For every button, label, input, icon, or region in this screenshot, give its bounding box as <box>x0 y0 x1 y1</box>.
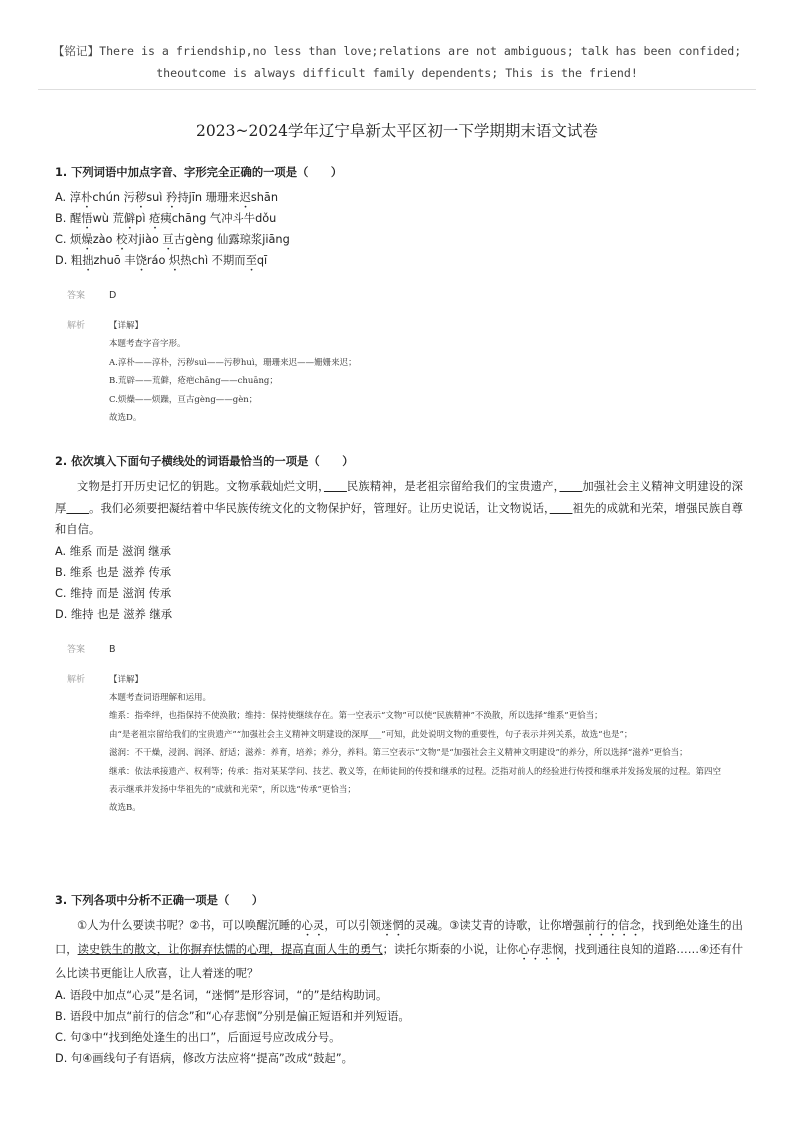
question-3-title: 3. 下列各项中分析不正确一项是（ ） <box>55 894 264 907</box>
question-2-answer-block <box>67 643 743 818</box>
option-text: 痍chāng 气冲斗牛 <box>160 212 256 225</box>
header-divider <box>38 89 756 90</box>
dotted-char: 至 <box>245 254 257 267</box>
question-2-option-b: B. 维系 也是 滋养 传承 <box>55 565 172 579</box>
option-text: chún 污 <box>92 191 135 204</box>
question-2-passage: 文物是打开历史记忆的钥匙。文物承载灿烂文明， 民族精神，是老祖宗留给我们的宝贵遗产， 加强社会主义精神文明建设的深厚 。我们必须要把凝结着中华民族传统文化的文物保护好，管理好。让历史说话，让文物说话， 祖先的成就和光荣，增强民族自尊和自信。 <box>55 480 743 536</box>
question-1-answer-block <box>67 289 743 427</box>
analysis-label: 解析 <box>67 674 86 685</box>
option-text: dǒu <box>255 212 277 225</box>
option-text: zhuō 丰 <box>93 254 136 267</box>
dotted-char: 迟 <box>239 191 251 204</box>
question-3-options <box>55 985 743 1069</box>
question-2-options <box>55 541 743 625</box>
question-1-option-d: D. 粗拙zhuō 丰饶ráo 炽热chì 不期而至qī <box>55 254 268 267</box>
answer-label: 答案 <box>67 291 86 301</box>
option-text: 粗 <box>70 254 83 267</box>
dotted-char: 朴 <box>81 191 93 204</box>
motto-banner <box>30 40 764 84</box>
question-1 <box>55 162 743 427</box>
option-text: 醒 <box>69 212 82 225</box>
question-1-title: 1. 下列词语中加点字音、字形完全正确的一项是（ ） <box>55 166 343 179</box>
question-1-option-a: A. 淳朴chún 污秽suì 矜持jīn 珊珊来迟shān <box>55 191 279 204</box>
question-2 <box>55 451 743 818</box>
option-text: qī <box>256 254 268 267</box>
option-text: 烦 <box>70 233 82 246</box>
option-text: 对jiào <box>127 233 163 246</box>
option-text: 古gèng 仙露琼浆jiāng <box>173 233 290 246</box>
question-2-option-c: C. 维持 而是 滋润 传承 <box>55 586 172 600</box>
blank-4 <box>550 502 573 515</box>
question-1-option-b: B. 醒悟wù 荒僻pì 疮痍chāng 气冲斗牛dǒu <box>55 212 277 225</box>
question-2-option-d: D. 维持 也是 滋养 继承 <box>55 607 173 621</box>
underlined-sentence: 读史铁生的散文，让你摒弃怯懦的心理，提高直面人生的勇气 <box>77 943 383 956</box>
dotted-char: 悟 <box>81 212 93 225</box>
dotted-char: 亘 <box>162 233 174 246</box>
question-3-option-c: C. 句③中“找到绝处逢生的出口”，后面逗号应改成分号。 <box>55 1030 341 1044</box>
question-1-explanation: 【详解】 本题考查字音字形。 A.淳朴——淳朴，污秽suì——污秽huì，珊珊来迟——姗姗来迟； B.荒辟——荒僻，疮疤chāng——chuāng； C.烦燥——烦躁，亘古gèng——gèn； 故选D。 <box>109 321 357 424</box>
question-3 <box>55 890 743 1069</box>
question-1-options <box>55 187 743 271</box>
option-text: suì <box>146 191 167 204</box>
question-1-answer: D <box>109 290 117 301</box>
dotted-char: 矜 <box>166 191 178 204</box>
blank-3 <box>66 502 89 515</box>
dotted-char: 僻 <box>123 212 136 225</box>
dotted-char: 燥 <box>81 233 93 246</box>
question-1-option-c: C. 烦燥zào 校对jiào 亘古gèng 仙露琼浆jiāng <box>55 233 290 246</box>
motto-line-1: 【铭记】There is a friendship,no less than love;relations are not ambiguous; talk has been confided; <box>52 44 742 58</box>
page-title: 2023~2024学年辽宁阜新太平区初一下学期期末语文试卷 <box>196 122 598 140</box>
option-text: pì <box>135 212 150 225</box>
option-text: 淳 <box>69 191 82 204</box>
option-text: 持jīn 珊珊来 <box>177 191 240 204</box>
dotted-char: 疮 <box>149 212 161 225</box>
dotted-char: 秽 <box>134 191 147 204</box>
option-text: 热chì 不期而 <box>180 254 246 267</box>
option-text: ráo <box>146 254 169 267</box>
question-2-title: 2. 依次填入下面句子横线处的词语最恰当的一项是（ ） <box>55 455 354 468</box>
blank-2 <box>559 480 582 493</box>
motto-line-2: theoutcome is always difficult family dependents; This is the friend! <box>156 66 638 80</box>
question-3-passage: ①人为什么要读书呢？②书，可以唤醒沉睡的心灵，可以引领迷惘的灵魂。③读艾青的诗歌，让你增强前行的信念，找到绝处逢生的出口，读史铁生的散文，让你摒弃怯懦的心理，提高直面人生的勇气；读托尔斯泰的小说，让你心存悲悯，找到通往良知的道路……④还有什么比读书更能让人欣喜，让人着迷的呢？ <box>55 919 744 980</box>
question-3-option-a: A. 语段中加点“心灵”是名词，“迷惘”是形容词，“的”是结构助词。 <box>55 988 388 1002</box>
blank-1 <box>324 480 347 493</box>
option-text: shān <box>250 191 279 204</box>
option-text: zào <box>92 233 117 246</box>
question-3-option-d: D. 句④画线句子有语病，修改方法应将“提高”改成“鼓起”。 <box>55 1051 353 1065</box>
dotted-char: 饶 <box>135 254 147 267</box>
question-2-explanation: 【详解】 本题考查词语理解和运用。 维系：指牵绊，也指保持不使涣散；维持：保持使继续存在。第一空表示“文物”可以使“民族精神”不涣散，所以选择“维系”更恰当； 由“是老祖宗留给我们的宝贵遗产”“加强社会主义精神文明建设的深厚___”可知，此处说明文物的重要性，句子表示并列关系，故选“也是”； 滋润：不干燥，浸润、润泽、舒适；滋养：养育，培养；养分，养料。第三空表示“文物”是“加强社会主义精神文明建设”的养分，所以选择“滋养”更恰当； 继承：依法承接遗产、权利等；传承：指对某某学问、技艺、教义等，在师徒间的传授和继承的过程。泛指对前人的经验进行传授和继承并发扬发展的过程。第四空表示继承并发扬中华祖先的“成就和光荣”，所以选“传承”更恰当； 故选B。 <box>109 674 722 814</box>
question-3-option-b: B. 语段中加点“前行的信念”和“心存悲悯”分别是偏正短语和并列短语。 <box>55 1009 410 1023</box>
dotted-char: 校 <box>116 233 128 246</box>
dotted-char: 炽 <box>168 254 181 267</box>
answer-label: 答案 <box>67 644 86 655</box>
dotted-char: 拙 <box>82 254 94 267</box>
option-text: wù 荒 <box>92 212 124 225</box>
question-2-option-a: A. 维系 而是 滋润 继承 <box>55 544 171 558</box>
analysis-label: 解析 <box>67 321 86 331</box>
question-2-answer: B <box>109 643 116 655</box>
